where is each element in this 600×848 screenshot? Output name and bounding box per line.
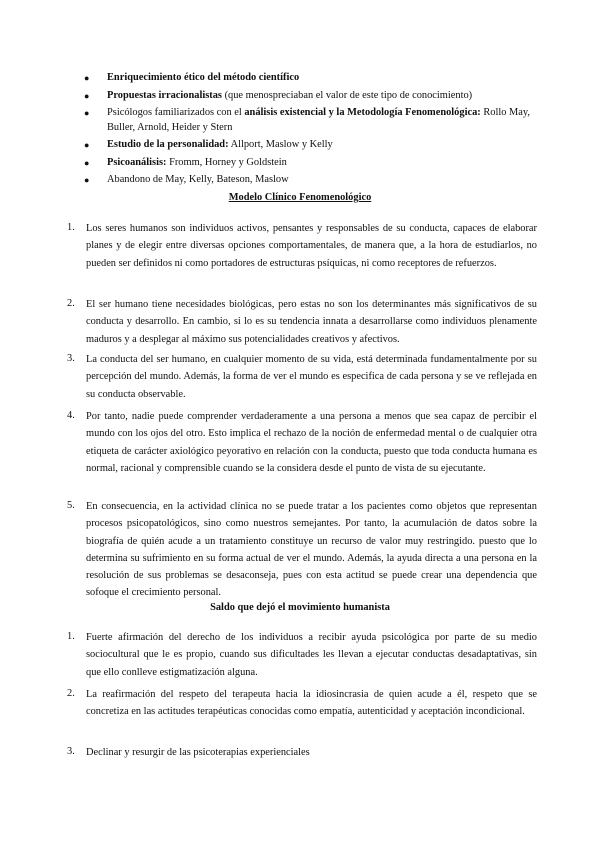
section-heading-modelo-clinico: Modelo Clínico Fenomenológico — [228, 192, 372, 203]
list-item: ● Psicólogos familiarizados con el análisis existencial y la Metodología Fenomenológica: Rollo May, Buller, Arnold, Heider y Stern — [84, 107, 530, 133]
list-item: ● Psicoanálisis: Fromm, Horney y Goldstein — [84, 156, 544, 171]
bullet-icon: ● — [84, 140, 90, 150]
bullet-icon: ● — [84, 73, 90, 83]
summary-bullet-list — [84, 71, 544, 191]
numbered-item: 1. Fuerte afirmación del derecho de los individuos a recibir ayuda psicológica por parte de su medio sociocultural que le es propio, cuando sus dificultades les llevan a ejecutar conductas desadaptativas, sin que ello conlleve estigmatización alguna. — [67, 631, 537, 678]
bullet-icon: ● — [84, 108, 90, 118]
numbered-item: 2. El ser humano tiene necesidades biológicas, pero estas no son los determinantes más significativos de su conducta y desarrollo. En cambio, si lo es su tendencia innata a desarrollarse como individuos plenamente maduros y a desplegar al máximo sus potencialidades creativos y afectivos. — [67, 298, 537, 345]
list-item: ● Abandono de May, Kelly, Bateson, Maslow — [84, 173, 544, 188]
numbered-item: 5. En consecuencia, en la actividad clínica no se puede tratar a los pacientes como objetos que representan procesos psicopatológicos, sino como nuestros semejantes. Por tanto, la acumulación de datos sobre la biografía de quién acude a un tratamiento constituye un recurso de valor muy restringido. puesto que lo determina su sufrimiento en su forma actual de ver el mundo. Además, la ayuda directa a una persona en la resolución de sus problemas se desaconseja, pues con esta actitud se puede crear una dependencia que sofoque el crecimiento personal. — [67, 500, 537, 599]
numbered-item: 3. Declinar y resurgir de las psicoterapias experienciales — [67, 746, 310, 758]
bullet-icon: ● — [84, 175, 90, 185]
bullet-icon: ● — [84, 90, 90, 101]
section-heading-saldo: Saldo que dejó el movimiento humanista — [210, 602, 390, 613]
numbered-item: 3. La conducta del ser humano, en cualquier momento de su vida, está determinada fundamentalmente por su percepción del mundo. Además, la forma de ver el mundo es especifica de cada persona y se ve reflejada en su conducta observable. — [67, 353, 537, 400]
numbered-item: 4. Por tanto, nadie puede comprender verdaderamente a una persona a menos que sea capaz de percibir el mundo con los ojos del otro. Esto implica el rechazo de la noción de enfermedad mental o de cualquier otra etiqueta de carácter axiológico peyorativo en relación con la conducta, puesto que toda conducta humana es normal, racional y comprensible cuando se la considera desde el punto de vista de su ejecutante. — [67, 410, 537, 474]
numbered-item: 1. Los seres humanos son individuos activos, pensantes y responsables de su conducta, capaces de elaborar planes y de elegir entre diversas opciones comportamentales, de manera que, a la hora de estudiarlos, no pueden ser definidos ni como portadores de estructuras psíquicas, ni como receptores de refuerzos. — [67, 222, 537, 269]
bullet-icon: ● — [84, 157, 90, 168]
list-item: ● Estudio de la personalidad: Allport, Maslow y Kelly — [84, 138, 544, 153]
list-item: ● Propuestas irracionalistas (que menospreciaban el valor de este tipo de conocimiento) — [84, 89, 544, 104]
list-item: ● Enriquecimiento ético del método científico — [84, 71, 544, 86]
numbered-item: 2. La reafirmación del respeto del terapeuta hacia la idiosincrasia de quien acude a él, respeto que se concretiza en las actitudes terapéuticas conocidas como empatía, autenticidad y aceptación incondicional. — [67, 688, 537, 718]
